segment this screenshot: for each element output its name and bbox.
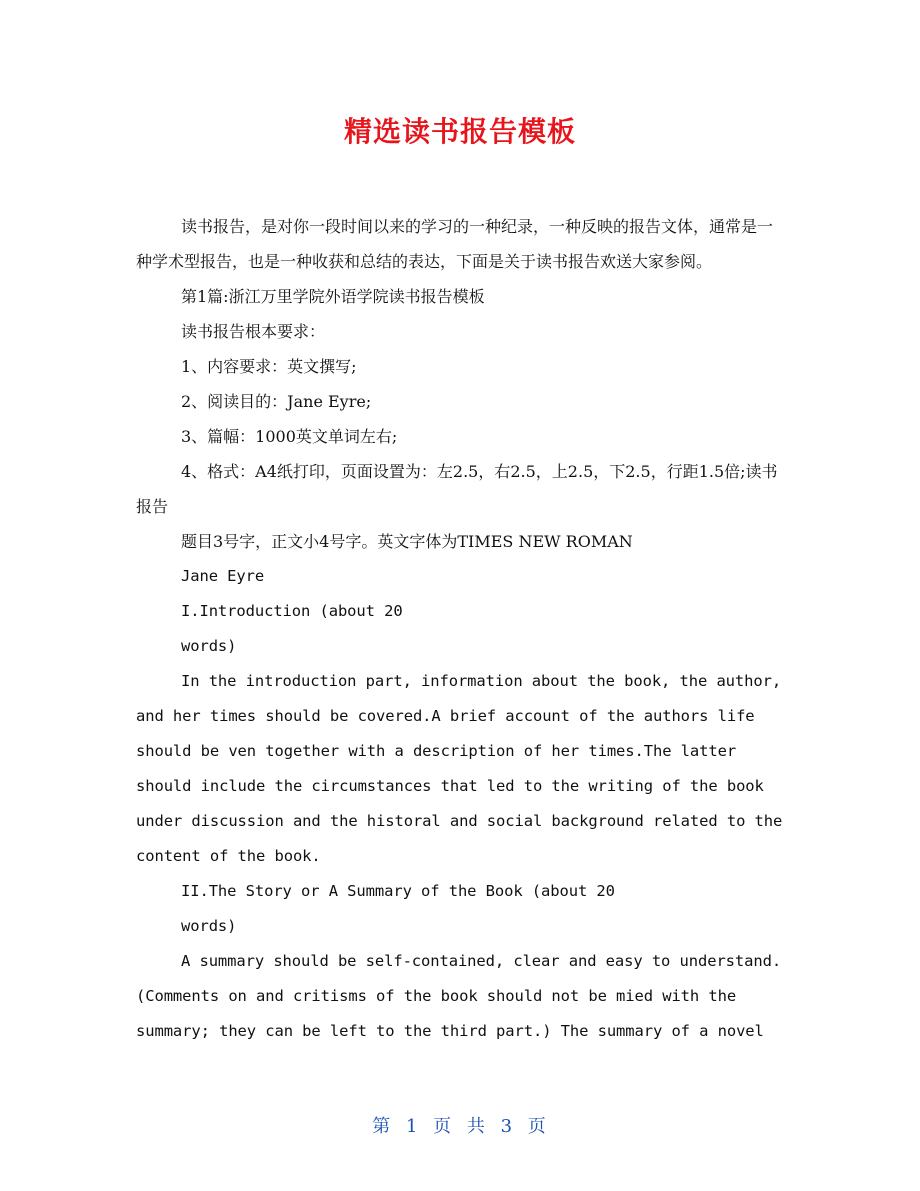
introduction-paragraph: In the introduction part, information about the book, the author, and her times should be covered.A brief account of the authors life should be ven together with a description of her times.The latter should include the circumstances that led to the writing of the book under discussion and the historal and social background related to the content of the book. [136, 672, 783, 865]
summary-paragraph: A summary should be self-contained, clear and easy to understand.(Comments on and critisms of the book should not be mied with the summary; they can be left to the third part.) The summary of a novel [136, 952, 782, 1040]
requirement-item-2: 2、阅读目的：Jane Eyre; [181, 392, 372, 411]
section-summary-words: words) [181, 917, 237, 935]
document-body [136, 209, 788, 1049]
section-introduction-words: words) [181, 637, 237, 655]
book-title: Jane Eyre [181, 567, 265, 585]
intro-paragraph: 读书报告，是对你一段时间以来的学习的一种纪录，一种反映的报告文体，通常是一种学术型报告，也是一种收获和总结的表达，下面是关于读书报告欢送大家参阅。 [136, 217, 774, 271]
font-requirement: 题目3号字，正文小4号字。英文字体为TIMES NEW ROMAN [181, 532, 633, 551]
requirement-item-3: 3、篇幅：1000英文单词左右; [181, 427, 398, 446]
requirement-item-4: 4、格式：A4纸打印，页面设置为：左2.5，右2.5，上2.5，下2.5，行距1.5倍;读书报告 [136, 462, 778, 516]
section-introduction-heading: I.Introduction (about 20 [181, 602, 403, 620]
section-summary-heading: II.The Story or A Summary of the Book (about 20 [181, 882, 615, 900]
page-footer: 第 1 页 共 3 页 [372, 1116, 548, 1137]
requirements-heading: 读书报告根本要求： [181, 322, 326, 341]
document-title: 精选读书报告模板 [343, 115, 576, 148]
requirement-item-1: 1、内容要求：英文撰写; [181, 357, 357, 376]
section-heading-1: 第1篇:浙江万里学院外语学院读书报告模板 [181, 287, 485, 306]
